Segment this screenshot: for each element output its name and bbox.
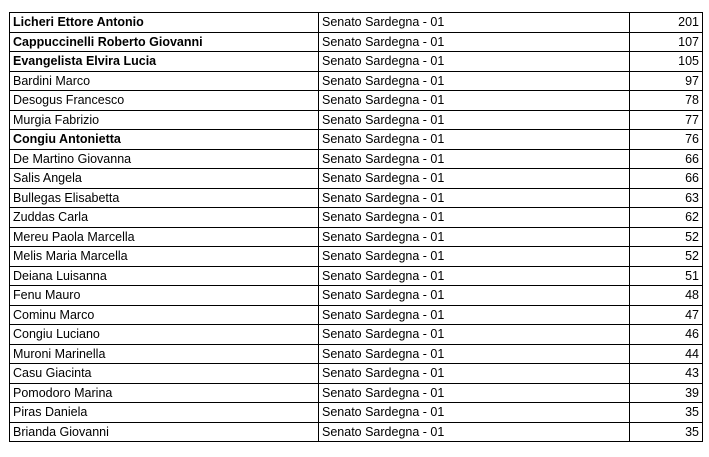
candidate-name-cell: Muroni Marinella [10,344,319,364]
table-row [10,266,703,286]
table-row [10,422,703,442]
votes-cell: 44 [630,344,703,364]
table-row [10,403,703,423]
table-row [10,71,703,91]
votes-cell: 76 [630,130,703,150]
table-row [10,110,703,130]
votes-cell: 62 [630,208,703,228]
votes-cell: 35 [630,403,703,423]
candidate-name-cell: Cominu Marco [10,305,319,325]
candidate-name-cell: De Martino Giovanna [10,149,319,169]
collegio-cell: Senato Sardegna - 01 [319,403,630,423]
table-row [10,208,703,228]
collegio-cell: Senato Sardegna - 01 [319,383,630,403]
votes-cell: 105 [630,52,703,72]
candidate-name-cell: Bardini Marco [10,71,319,91]
votes-cell: 35 [630,422,703,442]
table-row [10,344,703,364]
collegio-cell: Senato Sardegna - 01 [319,149,630,169]
candidates-table [9,12,703,442]
table-row [10,188,703,208]
table-row [10,52,703,72]
table-row [10,32,703,52]
candidate-name-cell: Bullegas Elisabetta [10,188,319,208]
votes-cell: 46 [630,325,703,345]
collegio-cell: Senato Sardegna - 01 [319,169,630,189]
collegio-cell: Senato Sardegna - 01 [319,208,630,228]
collegio-cell: Senato Sardegna - 01 [319,305,630,325]
votes-cell: 66 [630,169,703,189]
table-row [10,325,703,345]
collegio-cell: Senato Sardegna - 01 [319,247,630,267]
votes-cell: 66 [630,149,703,169]
votes-cell: 39 [630,383,703,403]
votes-cell: 43 [630,364,703,384]
votes-cell: 78 [630,91,703,111]
candidate-name-cell: Congiu Luciano [10,325,319,345]
candidate-name-cell: Evangelista Elvira Lucia [10,52,319,72]
collegio-cell: Senato Sardegna - 01 [319,52,630,72]
votes-cell: 52 [630,227,703,247]
collegio-cell: Senato Sardegna - 01 [319,130,630,150]
candidate-name-cell: Casu Giacinta [10,364,319,384]
votes-cell: 77 [630,110,703,130]
candidate-name-cell: Murgia Fabrizio [10,110,319,130]
collegio-cell: Senato Sardegna - 01 [319,286,630,306]
results-sheet [9,12,699,442]
collegio-cell: Senato Sardegna - 01 [319,266,630,286]
votes-cell: 107 [630,32,703,52]
candidate-name-cell: Melis Maria Marcella [10,247,319,267]
table-row [10,13,703,33]
candidate-name-cell: Salis Angela [10,169,319,189]
votes-cell: 63 [630,188,703,208]
candidate-name-cell: Piras Daniela [10,403,319,423]
candidate-name-cell: Zuddas Carla [10,208,319,228]
votes-cell: 48 [630,286,703,306]
candidates-table-body [10,13,703,442]
candidate-name-cell: Licheri Ettore Antonio [10,13,319,33]
table-row [10,91,703,111]
votes-cell: 47 [630,305,703,325]
collegio-cell: Senato Sardegna - 01 [319,364,630,384]
candidate-name-cell: Congiu Antonietta [10,130,319,150]
table-row [10,169,703,189]
table-row [10,286,703,306]
candidate-name-cell: Cappuccinelli Roberto Giovanni [10,32,319,52]
collegio-cell: Senato Sardegna - 01 [319,91,630,111]
votes-cell: 51 [630,266,703,286]
candidate-name-cell: Fenu Mauro [10,286,319,306]
collegio-cell: Senato Sardegna - 01 [319,188,630,208]
table-row [10,130,703,150]
votes-cell: 201 [630,13,703,33]
collegio-cell: Senato Sardegna - 01 [319,32,630,52]
table-row [10,149,703,169]
candidate-name-cell: Desogus Francesco [10,91,319,111]
collegio-cell: Senato Sardegna - 01 [319,71,630,91]
collegio-cell: Senato Sardegna - 01 [319,227,630,247]
table-row [10,227,703,247]
candidate-name-cell: Brianda Giovanni [10,422,319,442]
collegio-cell: Senato Sardegna - 01 [319,344,630,364]
table-row [10,364,703,384]
collegio-cell: Senato Sardegna - 01 [319,325,630,345]
collegio-cell: Senato Sardegna - 01 [319,13,630,33]
candidate-name-cell: Deiana Luisanna [10,266,319,286]
collegio-cell: Senato Sardegna - 01 [319,422,630,442]
votes-cell: 52 [630,247,703,267]
table-row [10,383,703,403]
table-row [10,247,703,267]
candidate-name-cell: Mereu Paola Marcella [10,227,319,247]
votes-cell: 97 [630,71,703,91]
collegio-cell: Senato Sardegna - 01 [319,110,630,130]
table-row [10,305,703,325]
candidate-name-cell: Pomodoro Marina [10,383,319,403]
